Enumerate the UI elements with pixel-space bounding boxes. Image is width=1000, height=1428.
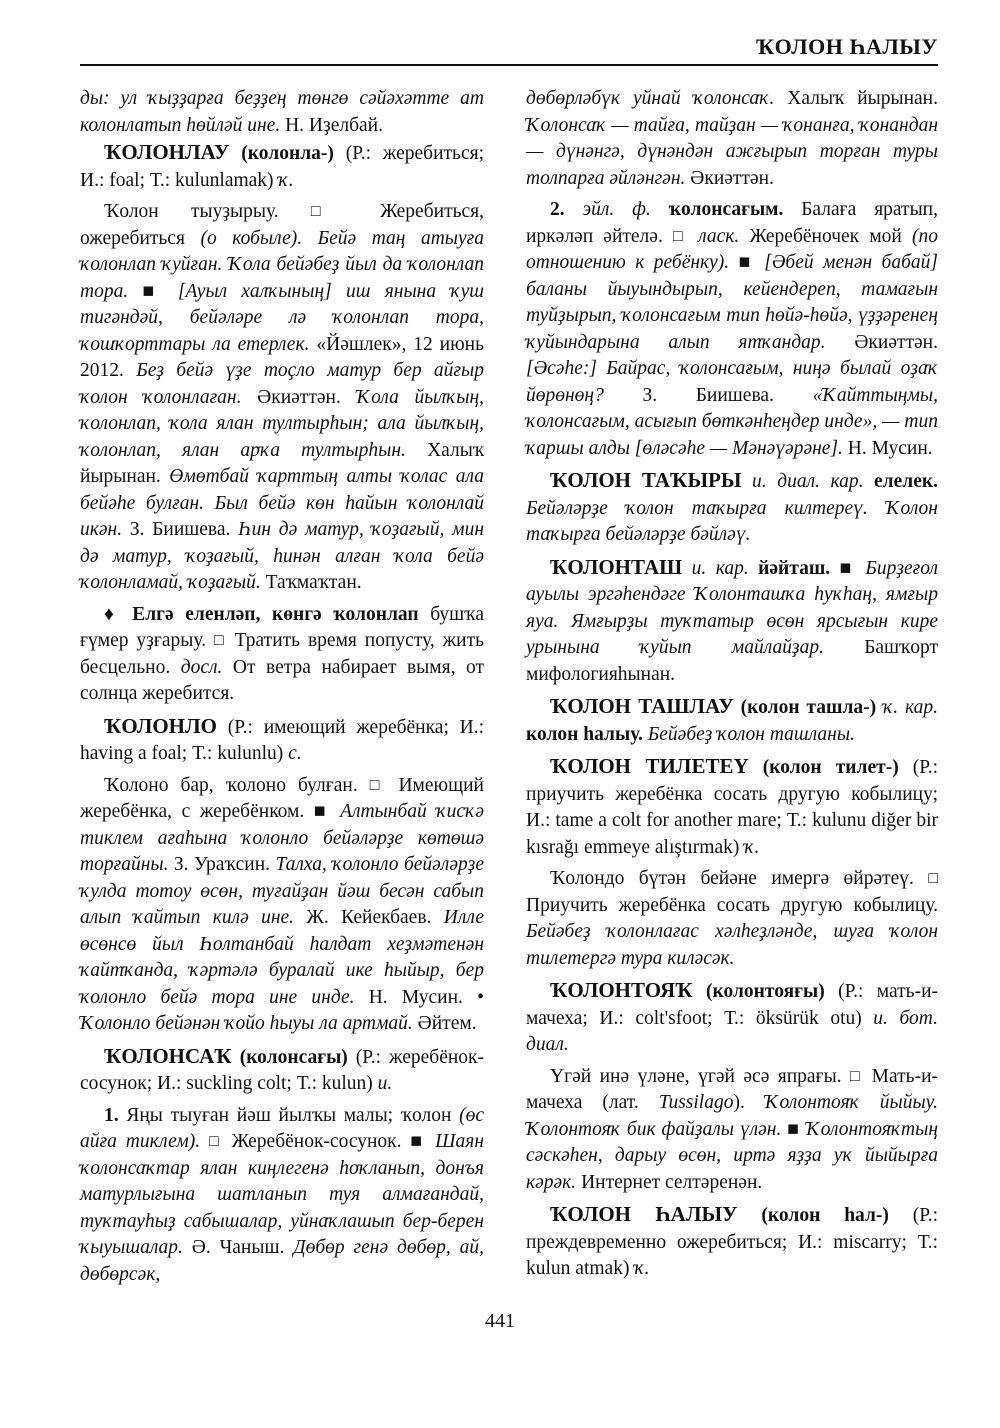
italic-run: Шаян ҡолонсаҡтар ялан киңлегенә һоҡланып, донъя матурлығына шатланып туя алмағандай, туҡтауһыҙ сабышалар, уйнаҡлашып бер-берен ҡыуышалар. (80, 1131, 484, 1258)
russian-marker-icon: □ (310, 203, 348, 220)
text-run: З. Ураҡсин. (168, 854, 276, 875)
text-run: Жеребиться, ожеребиться (80, 201, 484, 249)
italic-run: Илле өсөнсө йыл Һолтанбай һалдат хеҙмәтенән ҡайтҡанда, ҡәртәлә буралай ике һыйыр, бер ҡолонло бейә тора ине инде. (80, 907, 484, 1008)
italic-run: [Әсәһе:] Байрас, ҡолонсағым, ниңә былай оҙаҡ йөрөнөң? (526, 358, 938, 406)
headword: ҠОЛОНТОЯҠ (550, 978, 693, 1002)
text-run: Халыҡ йырынан. (80, 439, 485, 487)
bold-run: колон һалыу. (526, 723, 643, 745)
headword: ҠОЛОНТАШ (550, 554, 683, 579)
italic-run: Бейәләрҙе ҡолон таҡырға килтереү. Ҡолон таҡырға бейәләрҙе бәйләү. (526, 497, 938, 545)
entry-headword-line (526, 1201, 938, 1283)
text-run (876, 697, 883, 718)
headword: ҠОЛОН ТАҠЫРЫ (550, 468, 742, 492)
entry-headword-line (526, 467, 938, 549)
text-run: Н. Мусин. • (354, 986, 484, 1008)
italic-run: и. диал. кар. (741, 471, 864, 492)
italic-run: Ҡолонтояҡтың сәскәһен, дарыу өсөн, иртә яҙҙа уҡ йыйырға кәрәк. (526, 1118, 939, 1193)
text-run: Әкиәттән. (825, 331, 938, 353)
text-run: Ҡолон тыуҙырыу. (104, 201, 311, 222)
text-run: Интернет селтәренән. (576, 1171, 763, 1193)
text-run: ■ (830, 557, 866, 579)
text-run: Жеребёночек мой (739, 225, 913, 247)
entry-headword-line (526, 554, 938, 689)
text-run: Халыҡ йырынан. (774, 88, 938, 109)
bold-run: (колонсағы) (231, 1046, 348, 1068)
headword: ҠОЛОНЛО (104, 713, 217, 738)
text-run: Жеребёнок-сосунок. ■ (222, 1131, 436, 1152)
entry-headword-line (80, 139, 484, 194)
entry-headword-line (526, 977, 938, 1059)
entry-headword-line (526, 753, 938, 861)
bold-run: 1. (104, 1104, 119, 1126)
bold-run: (колон һал-) (737, 1205, 889, 1226)
text-run: З. Биишева. (122, 519, 239, 540)
bold-run: 2. (550, 199, 583, 220)
italic-run: ҡ. (744, 836, 760, 858)
italic-run: (о кобыле). Бейә таң атыуға ҡолонлап ҡуйған. Ҡола бейәбеҙ йыл да ҡолонлап тора. (80, 227, 485, 302)
left-column (80, 86, 484, 1288)
bold-run: елелек. (863, 471, 938, 492)
text-run: Әкиәттән. (241, 386, 357, 408)
italic-run: дөбөрләбүк уйнай ҡолонсаҡ. (526, 88, 775, 109)
entry-headword-line (80, 1043, 484, 1098)
italic-run: ласк. (698, 225, 740, 247)
text-run: ■ (781, 1118, 807, 1140)
text-run: ♦ (104, 603, 133, 625)
text-run: ■ (128, 280, 178, 302)
bold-run: йәйташ. (748, 557, 831, 579)
bold-run: (колонла-) (229, 143, 334, 164)
text-run: Ҡолондо бүтән бейәне имергә өйрәтеү. (550, 868, 929, 889)
text-run: Башҡорт мифологияһынан. (526, 637, 938, 685)
italic-run: Ҡолонтояҡ йыйыу. Ҡолонтояҡ бик файҙалы үлән. (526, 1092, 938, 1140)
italic-run: Алтынбай ҡисҡә тиклем ағаһына ҡолонло бейәләрҙе көтөшә торғайны. (80, 801, 485, 875)
italic-run: Бейәбеҙ ҡолон ташланы. (647, 723, 855, 745)
italic-run: и. кар. (682, 557, 749, 579)
entry-definition (526, 197, 938, 462)
text-run: Н. Мусин. (842, 437, 933, 459)
text-run: Әйтем. (412, 1013, 477, 1034)
text-run: (Р.: жеребиться; И.: foal; Т.: kulunlamak) (80, 143, 484, 191)
italic-run: Һин дә матур, ҡоҙағый, мин дә матур, ҡоҙағый, һинән алған ҡола бейә ҡолонламай, ҡоҙағый. (80, 519, 484, 593)
text-run (200, 1131, 209, 1152)
text-run: бушҡа ғүмер уҙғарыу. (80, 603, 484, 651)
italic-run: Бирҙеғол ауылы эргәһендәге Ҡолонташҡа һуҡһаң, ямғыр яуа. Ямғырҙы туҡтатыр өсөн ярсығын кире урынына ҡуйып майлайҙар. (526, 557, 939, 658)
headword: ҠОЛОН ТАШЛАУ (550, 694, 734, 718)
italic-run: [Әбей менән бабай] баланы йыуындырып, кейендереп, тамағын туйҙырып, ҡолонсағым тип һөйә-һөйә, үҙҙәренең ҡуйындарына алып ятҡандар. (526, 252, 939, 353)
page-number: 441 (485, 1310, 515, 1332)
bold-run: Елгә еленләп, көнгә ҡолонлап (132, 603, 419, 625)
italic-run: Ҡолонло бейәнән ҡойо һыуы ла артмай. (80, 1013, 413, 1034)
entry-definition (526, 866, 938, 972)
text-run: (Р.: жеребёнок-сосунок; И.: suckling colt; Т.: kulun) (80, 1046, 485, 1094)
text-run (688, 226, 698, 247)
italic-run: с. (288, 743, 302, 764)
italic-run: Ҡола йылҡың, ҡолонлап, ҡола ялан тултырһын; ала йылҡың, ҡолонлап, ялан арҡа тултырһын. (80, 386, 484, 461)
text-run: З. Биишева. (603, 384, 813, 406)
italic-run: эйл. ф. (582, 199, 651, 220)
text-run: Приучить жеребёнка сосать другую кобылицу. (526, 894, 938, 916)
text-run: (Р.: мать-и-мачеха; И.: colt'sfoot; Т.: öksürük otu) (526, 981, 939, 1029)
italic-run: и. бот. диал. (526, 1007, 938, 1055)
italic-run: ды: ул ҡыҙҙарға беҙҙең төнгө сәйәхәтте ат колонлатып һөйләй ине. (80, 88, 484, 136)
italic-run: (өс айға тиклем). (80, 1104, 484, 1152)
headword: ҠОЛОНСАҠ (104, 1043, 232, 1068)
entry-definition (80, 1103, 484, 1289)
text-run: Ҡолоно бар, ҡолоно булған. (104, 774, 370, 796)
russian-marker-icon: □ (209, 1133, 223, 1150)
text-run: ■ (729, 252, 765, 273)
russian-marker-icon: □ (928, 870, 938, 887)
italic-run: Беҙ бейә үҙе тоҫло матур бер айғыр ҡолон ҡолонлаған. (80, 360, 484, 408)
italic-run: ҡ. (278, 169, 294, 191)
text-run: ). (733, 1092, 765, 1113)
text-run: Ә. Чаныш. (182, 1237, 294, 1258)
headword: ҠОЛОН ТИЛЕТЕҮ (550, 754, 749, 778)
entry-definition (80, 773, 484, 1038)
right-column (526, 86, 938, 1283)
text-run: Әкиәттән. (685, 167, 774, 189)
text-run: Таҡмаҡтан. (260, 572, 362, 593)
headword: ҠОЛОНЛАУ (104, 140, 230, 164)
entry-headword-line (526, 693, 938, 748)
text-run: Ж. Кейекбаев. (294, 907, 444, 928)
bold-run: (колон ташла-) (733, 697, 877, 718)
italic-run: Дөбөр генә дөбөр, ай, дөбөрсәк, (80, 1237, 484, 1285)
text-run: Мать-и-мачеха (лат. (526, 1065, 938, 1113)
bold-run: (колон тилет-) (748, 757, 899, 778)
italic-run: (по отношению к ребёнку). (526, 225, 939, 273)
italic-run: досл. (180, 656, 223, 678)
italic-run: Талха, ҡолонло бейәләрҙе ҡулда тотоу өсөн, туғайҙан йәш бесән сабып алып ҡайтып килә ине. (80, 854, 484, 928)
russian-marker-icon: □ (369, 776, 387, 794)
italic-run: Бейәбеҙ ҡолонлағас хәлһеҙләнде, шуға ҡолон тилетергә тура киләсәк. (526, 921, 938, 969)
italic-run: Өмөтбай ҡарттың алты ҡолас ала бейәһе булған. Был бейә көн һайын ҡолонлай икән. (80, 466, 484, 540)
running-title: ҠОЛОН ҺАЛЫУ (755, 34, 938, 59)
text-run: Имеющий жеребёнка, с жеребёнком. ■ (80, 774, 484, 822)
text-run: (Р.: имеющий жеребёнка; И.: having a foal; Т.: kulunlu) (80, 716, 484, 764)
text-run: (Р.: преждевременно ожеребиться; И.: miscarry; Т.: kulun atmak) (526, 1205, 938, 1279)
italic-run: «Ҡайттыңмы, ҡолонсағым, асығып бөткәнһеңдер инде», — тип ҡаршы алды [өләсәһе — Мәнәүәрәне]. (526, 384, 938, 459)
italic-run: [Ауыл халҡының] иш янына ҡуш тигәндәй, бейәләре лә ҡолонлап тора, ҡошҡорттары ла етерлек. (80, 280, 485, 355)
text-run: «Йәшлек», 12 июнь 2012. (80, 333, 484, 381)
entry-definition (80, 199, 484, 597)
text-run: Н. Иҙелбай. (280, 114, 383, 136)
italic-run: и. (377, 1073, 393, 1094)
italic-run: Tussilago (658, 1092, 734, 1113)
text-run: Яңы тыуған йәш йылҡы малы; ҡолон (118, 1104, 460, 1126)
entry-headword-line (80, 713, 484, 768)
entry-definition (526, 1064, 938, 1197)
entry-paragraph (80, 86, 484, 139)
text-run: От ветра набирает вымя, от солнца жеребится. (80, 656, 484, 704)
italic-run: ҡ. (634, 1258, 650, 1279)
headword: ҠОЛОН ҺАЛЫУ (550, 1202, 738, 1226)
text-run: Балаға яратып, иркәләп әйтелә. (526, 199, 938, 247)
russian-marker-icon: □ (672, 227, 688, 245)
text-run: (Р.: приучить жеребёнка сосать другую кобылицу; И.: tame a colt for another mare; Т.: kulunu diğer bir kısrağı emmeye alıştırmak) (526, 757, 938, 858)
text-run: Тратить время попусту, жить бесцельно. (80, 630, 485, 678)
italic-run: ҡ. кар. (882, 697, 939, 718)
entry-idiom (80, 602, 484, 708)
russian-marker-icon: □ (850, 1067, 864, 1085)
running-header (80, 30, 938, 66)
russian-marker-icon: □ (213, 632, 227, 649)
italic-run: Ҡолонсаҡ — тайға, тайҙан — ҡонанға, ҡонандан — дүнәнгә, дүнәндән ажғырып торған туры толпарға әйләнгән. (526, 114, 938, 189)
bold-run: (колонтояғы) (692, 981, 825, 1002)
text-run: Үгәй инә үләне, үгәй әсә япрағы. (550, 1065, 850, 1087)
bold-run: ҡолонсағым. (650, 199, 784, 220)
entry-paragraph (526, 86, 938, 192)
